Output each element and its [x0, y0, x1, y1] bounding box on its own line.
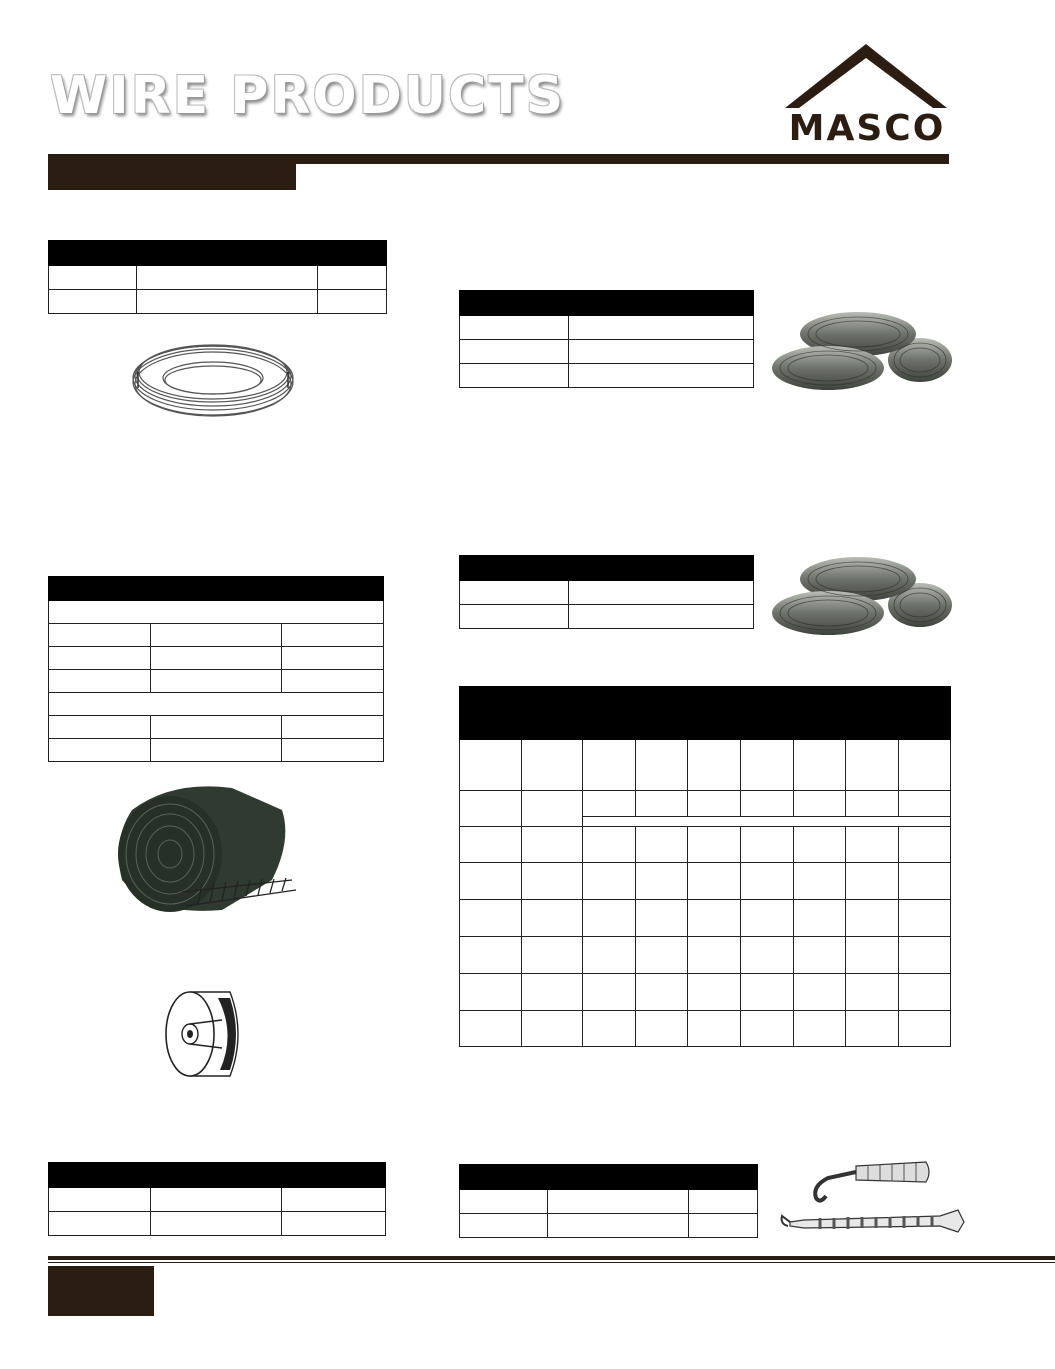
table-cell — [282, 1212, 386, 1236]
table-cell — [583, 791, 636, 817]
table-cell — [583, 937, 636, 974]
table-cell — [460, 937, 522, 974]
table-cell — [460, 340, 569, 364]
table-cell — [794, 791, 846, 817]
table-cell — [282, 647, 384, 670]
table-cell — [49, 1212, 151, 1236]
table-cell — [794, 1011, 846, 1047]
table-cell — [522, 974, 583, 1011]
table-bottom-left — [48, 1162, 386, 1236]
table-cell — [151, 1188, 282, 1212]
table-cell — [688, 863, 741, 900]
header-cell — [282, 1163, 386, 1188]
header-cell — [49, 241, 137, 266]
header-cell — [569, 291, 754, 316]
footer-rule — [48, 1256, 1055, 1260]
table-top-left — [48, 240, 387, 314]
table-cell — [49, 290, 137, 314]
table-cell — [151, 670, 282, 693]
twister-tool-icon — [780, 1156, 970, 1242]
table-cell — [741, 1011, 794, 1047]
table-middle-right — [459, 555, 754, 629]
table-cell — [846, 900, 899, 937]
table-cell — [460, 581, 569, 605]
table-cell — [688, 791, 741, 817]
table-cell — [460, 1190, 548, 1214]
table-cell — [583, 740, 636, 791]
coil-photo-icon — [768, 553, 954, 637]
table-cell — [636, 740, 688, 791]
table-cell — [899, 937, 951, 974]
table-cell — [899, 1011, 951, 1047]
table-cell — [460, 1214, 548, 1238]
table-large-grid — [459, 686, 951, 1047]
table-cell — [899, 900, 951, 937]
table-cell — [688, 974, 741, 1011]
table-cell — [49, 716, 151, 739]
roof-icon — [783, 42, 949, 112]
table-cell — [282, 624, 384, 647]
table-cell — [460, 740, 522, 791]
header-cell — [460, 556, 569, 581]
table-cell — [569, 581, 754, 605]
table-cell — [318, 266, 387, 290]
table-cell — [151, 739, 282, 762]
table-cell — [899, 791, 951, 817]
table-cell — [460, 316, 569, 340]
header-cell — [460, 291, 569, 316]
table-cell — [636, 827, 688, 863]
table-cell — [741, 740, 794, 791]
table-top-right — [459, 290, 754, 388]
table-cell — [282, 670, 384, 693]
table-cell — [636, 1011, 688, 1047]
table-cell — [569, 605, 754, 629]
table-cell — [49, 739, 151, 762]
table-cell — [522, 740, 583, 791]
subheader-cell — [49, 601, 384, 624]
table-cell — [522, 1011, 583, 1047]
table-cell — [137, 266, 318, 290]
table-cell — [741, 827, 794, 863]
table-cell — [741, 900, 794, 937]
footer-tab — [48, 1266, 154, 1316]
table-cell — [846, 791, 899, 817]
table-cell — [636, 974, 688, 1011]
table-bottom-right — [459, 1164, 758, 1238]
page-title: WIRE PRODUCTS — [50, 66, 566, 126]
table-cell — [688, 1011, 741, 1047]
header-cell — [318, 241, 387, 266]
table-cell — [846, 1011, 899, 1047]
footer-rule-thin — [48, 1262, 1055, 1263]
table-cell — [846, 937, 899, 974]
table-cell — [846, 740, 899, 791]
table-cell — [846, 863, 899, 900]
table-cell — [49, 647, 151, 670]
table-cell — [569, 364, 754, 388]
header-cell — [460, 1165, 548, 1190]
table-cell — [282, 716, 384, 739]
table-cell — [794, 974, 846, 1011]
table-cell — [318, 290, 387, 314]
table-cell — [636, 863, 688, 900]
table-cell — [688, 900, 741, 937]
table-cell — [460, 791, 522, 827]
table-cell — [282, 1188, 386, 1212]
table-cell — [460, 974, 522, 1011]
table-cell — [741, 791, 794, 817]
table-cell — [151, 624, 282, 647]
table-cell — [569, 316, 754, 340]
header-rule — [296, 154, 949, 164]
table-cell — [548, 1190, 689, 1214]
table-cell — [794, 900, 846, 937]
table-cell — [899, 740, 951, 791]
table-cell — [688, 937, 741, 974]
table-cell — [522, 900, 583, 937]
reel-icon — [160, 984, 250, 1084]
header-cell — [137, 241, 318, 266]
table-cell — [899, 827, 951, 863]
coil-photo-icon — [768, 308, 954, 392]
coil-drawing-icon — [128, 340, 298, 420]
table-cell — [583, 1011, 636, 1047]
table-cell — [794, 863, 846, 900]
table-cell — [548, 1214, 689, 1238]
table-cell — [522, 937, 583, 974]
table-cell — [636, 937, 688, 974]
table-cell — [49, 670, 151, 693]
table-cell — [583, 827, 636, 863]
table-cell — [688, 740, 741, 791]
table-cell — [522, 863, 583, 900]
table-cell — [49, 1188, 151, 1212]
tie-roll-icon — [112, 780, 302, 916]
table-cell — [583, 974, 636, 1011]
table-cell — [460, 605, 569, 629]
table-cell — [794, 937, 846, 974]
table-cell — [689, 1214, 758, 1238]
table-cell — [899, 974, 951, 1011]
table-cell — [846, 827, 899, 863]
table-cell — [151, 647, 282, 670]
table-cell — [741, 863, 794, 900]
table-cell — [583, 817, 951, 827]
table-cell — [460, 900, 522, 937]
table-cell — [688, 827, 741, 863]
table-cell — [741, 974, 794, 1011]
table-left-middle — [48, 576, 384, 762]
table-cell — [899, 863, 951, 900]
table-cell — [583, 900, 636, 937]
table-cell — [522, 827, 583, 863]
masco-logo — [783, 42, 949, 152]
table-cell — [460, 827, 522, 863]
table-cell — [636, 791, 688, 817]
table-cell — [151, 716, 282, 739]
header-cell — [569, 556, 754, 581]
table-cell — [137, 290, 318, 314]
table-cell — [689, 1190, 758, 1214]
header-cell — [460, 687, 951, 740]
table-cell — [460, 863, 522, 900]
header-cell — [548, 1165, 689, 1190]
header-cell — [49, 1163, 151, 1188]
header-cell — [49, 577, 384, 601]
table-cell — [569, 340, 754, 364]
table-cell — [794, 827, 846, 863]
table-cell — [636, 900, 688, 937]
table-cell — [741, 937, 794, 974]
table-cell — [522, 791, 583, 827]
table-cell — [846, 974, 899, 1011]
section-tab — [48, 154, 296, 190]
table-cell — [794, 740, 846, 791]
header-cell — [151, 1163, 282, 1188]
table-cell — [460, 364, 569, 388]
table-cell — [282, 739, 384, 762]
table-cell — [49, 266, 137, 290]
subheader-cell — [49, 693, 384, 716]
table-cell — [460, 1011, 522, 1047]
table-cell — [49, 624, 151, 647]
logo-text: MASCO — [788, 108, 946, 149]
table-cell — [583, 863, 636, 900]
header-cell — [689, 1165, 758, 1190]
table-cell — [151, 1212, 282, 1236]
